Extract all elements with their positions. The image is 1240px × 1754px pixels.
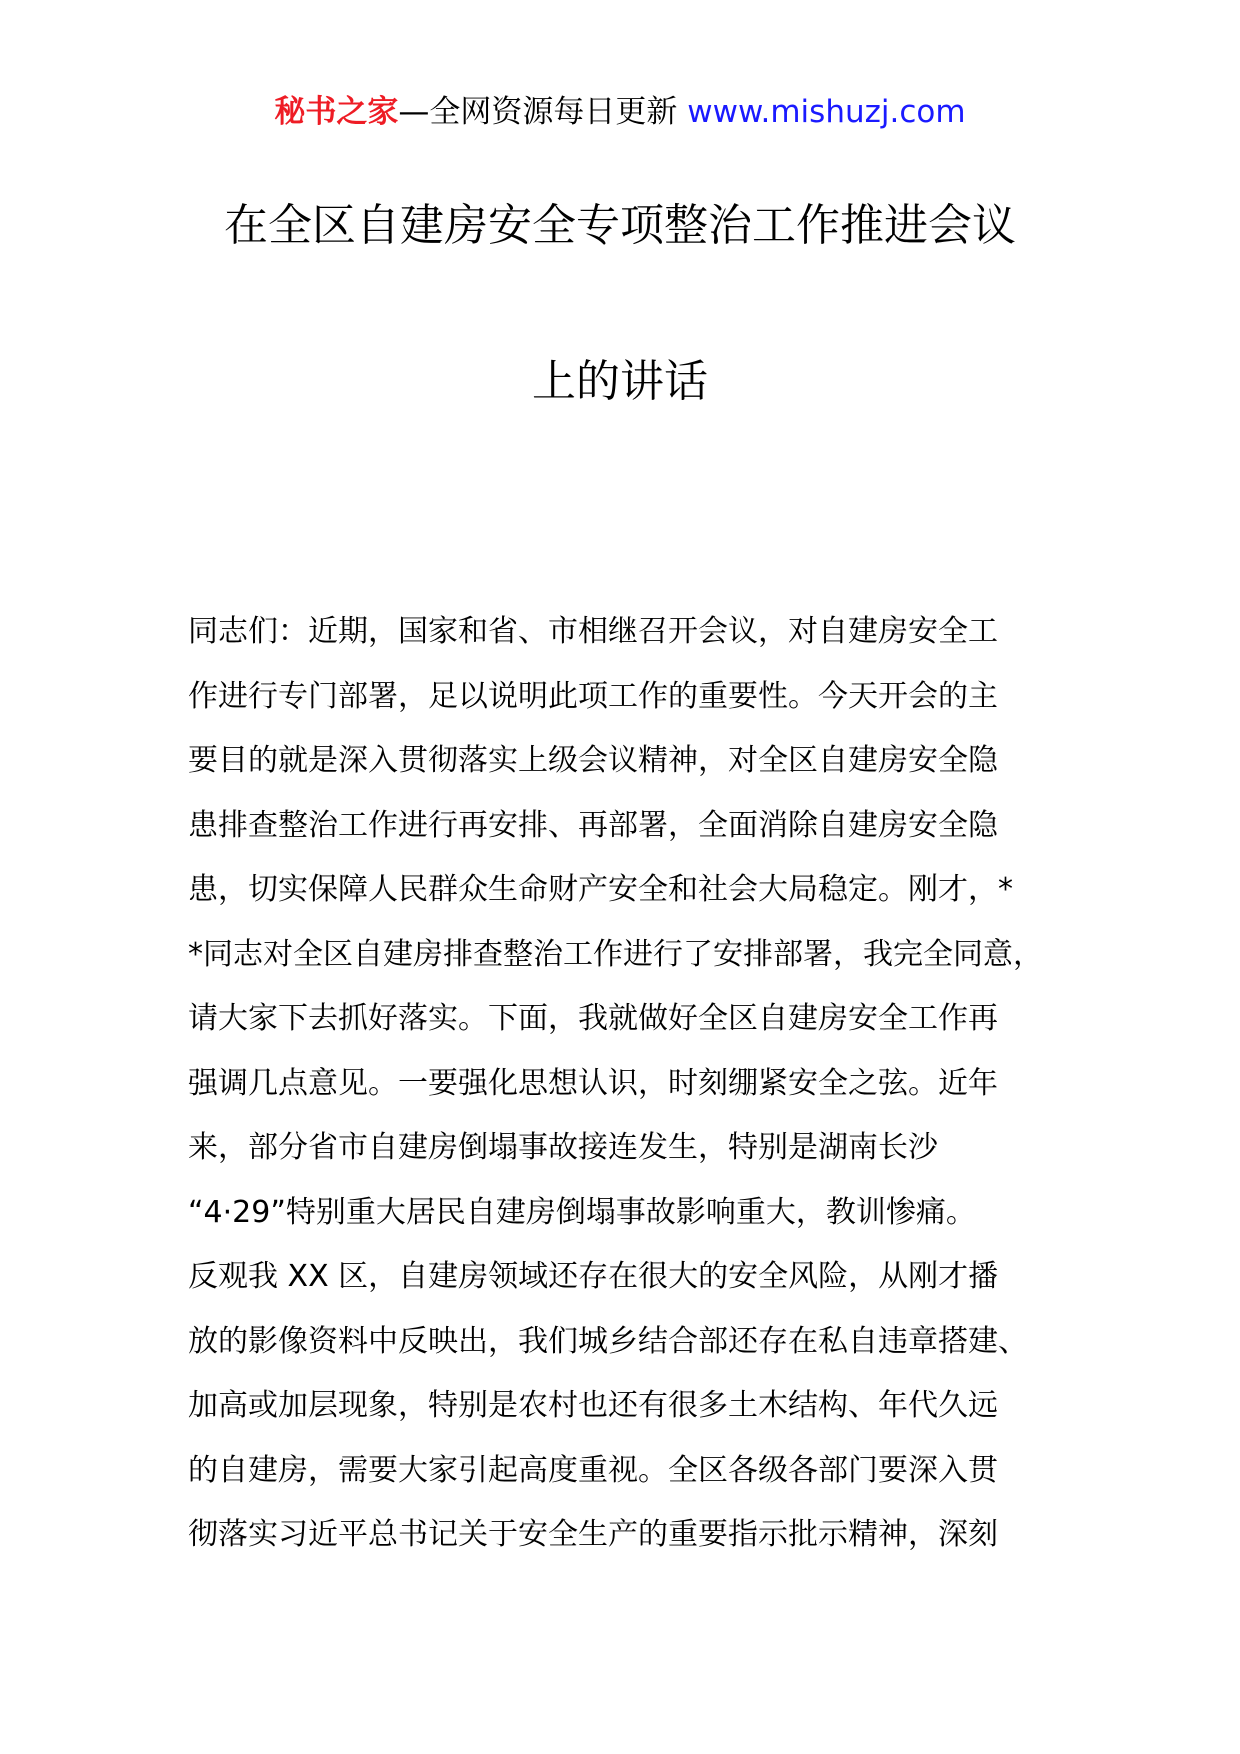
body-line: 请大家下去抓好落实。下面，我就做好全区自建房安全工作再 [188, 1001, 998, 1036]
site-url-link[interactable]: www.mishuzj.com [687, 94, 966, 130]
body-line: 反观我 XX 区，自建房领域还存在很大的安全风险，从刚才播 [188, 1259, 999, 1294]
site-header [0, 92, 1240, 132]
body-line: 来，部分省市自建房倒塌事故接连发生，特别是湖南长沙 [188, 1130, 938, 1165]
body-line: 患，切实保障人民群众生命财产安全和社会大局稳定。刚才，* [188, 872, 1013, 907]
document-title-line-1: 在全区自建房安全专项整治工作推进会议 [224, 200, 1016, 251]
body-line: 同志们：近期，国家和省、市相继召开会议，对自建房安全工 [188, 614, 998, 649]
body-line: 强调几点意见。一要强化思想认识，时刻绷紧安全之弦。近年 [188, 1065, 998, 1101]
body-line: 作进行专门部署，足以说明此项工作的重要性。今天开会的主 [188, 678, 998, 714]
body-line: 的自建房，需要大家引起高度重视。全区各级各部门要深入贯 [188, 1452, 998, 1488]
body-line: 患排查整治工作进行再安排、再部署，全面消除自建房安全隐 [188, 807, 998, 843]
speech-body [188, 600, 1078, 1568]
body-line: 加高或加层现象，特别是农村也还有很多土木结构、年代久远 [188, 1388, 998, 1423]
header-tagline: —全网资源每日更新 [398, 94, 688, 130]
body-line: 放的影像资料中反映出，我们城乡结合部还存在私自违章搭建、 [188, 1323, 1028, 1359]
body-line: *同志对全区自建房排查整治工作进行了安排部署，我完全同意， [188, 936, 1043, 972]
body-line: 彻落实习近平总书记关于安全生产的重要指示批示精神，深刻 [188, 1517, 998, 1552]
brand-name: 秘书之家 [274, 94, 399, 130]
body-line: “4·29”特别重大居民自建房倒塌事故影响重大，教训惨痛。 [188, 1194, 976, 1230]
document-title-line-2: 上的讲话 [532, 356, 708, 407]
body-line: 要目的就是深入贯彻落实上级会议精神，对全区自建房安全隐 [188, 743, 998, 778]
